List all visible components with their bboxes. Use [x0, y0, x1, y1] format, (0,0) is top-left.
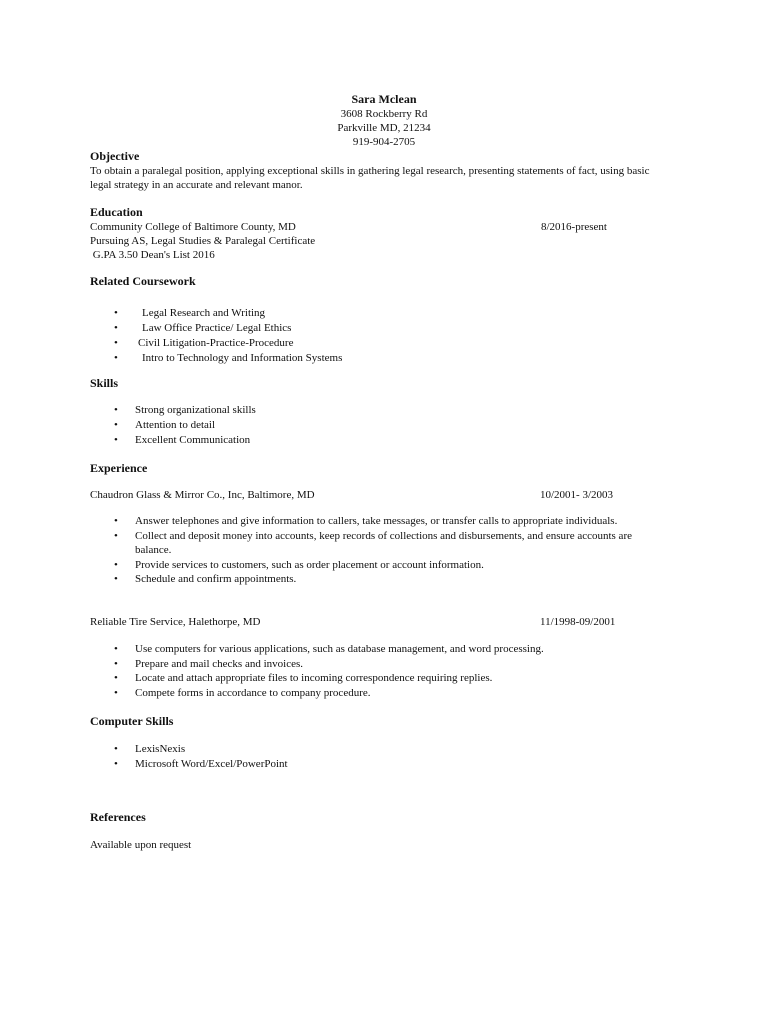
computer-skills-heading: Computer Skills	[90, 714, 174, 728]
bullet-icon: •	[114, 307, 118, 319]
objective-section	[90, 149, 680, 192]
references-text: Available upon request	[90, 839, 192, 851]
candidate-name: Sara Mclean	[351, 92, 417, 106]
education-section	[90, 205, 680, 262]
experience-heading: Experience	[90, 461, 148, 475]
objective-heading: Objective	[90, 149, 140, 163]
job-1	[90, 488, 680, 587]
city-state-zip: Parkville MD, 21234	[337, 122, 431, 134]
education-gpa: G.PA 3.50 Dean's List 2016	[90, 249, 215, 261]
bullet-icon: •	[114, 434, 118, 446]
education-heading: Education	[90, 205, 143, 219]
job-2-duties	[90, 642, 680, 700]
job-1-duties	[90, 514, 680, 587]
list-item: • Schedule and confirm appointments.	[114, 573, 297, 585]
resume-header	[0, 92, 768, 149]
job-2	[90, 615, 680, 700]
list-item: • Strong organizational skills	[114, 404, 256, 416]
job-1-employer: Chaudron Glass & Mirror Co., Inc, Baltimore, MD	[90, 489, 315, 501]
list-item: • Collect and deposit money into accounts, keep records of collections and disbursements, and ensure accounts are	[114, 529, 632, 542]
street-address: 3608 Rockberry Rd	[340, 108, 428, 120]
list-item: • Intro to Technology and Information Systems	[114, 352, 343, 364]
bullet-icon: •	[114, 419, 118, 431]
skills-section	[90, 376, 680, 448]
school-name: Community College of Baltimore County, MD	[90, 221, 296, 233]
list-item: • Excellent Communication	[114, 434, 251, 446]
list-item: • Provide services to customers, such as order placement or account information.	[114, 558, 484, 571]
bullet-icon: •	[114, 337, 118, 349]
bullet-icon: •	[114, 672, 118, 684]
bullet-icon: •	[114, 322, 118, 334]
bullet-icon: •	[114, 573, 118, 585]
bullet-icon: •	[114, 404, 118, 416]
list-item: • Compete forms in accordance to company procedure.	[114, 686, 371, 699]
job-2-header	[90, 615, 680, 629]
list-item-continuation: balance.	[135, 544, 172, 556]
list-item: • Civil Litigation-Practice-Procedure	[114, 337, 294, 349]
objective-line-2: legal strategy in an accurate and relevant manor.	[90, 179, 303, 191]
bullet-icon: •	[114, 643, 118, 655]
experience-section	[90, 461, 680, 476]
coursework-section	[90, 274, 680, 366]
list-item: • Answer telephones and give information to callers, take messages, or transfer calls to appropriate individuals.	[114, 515, 618, 527]
bullet-icon: •	[114, 657, 118, 670]
list-item: • Microsoft Word/Excel/PowerPoint	[114, 758, 288, 770]
bullet-icon: •	[114, 743, 118, 755]
references-heading: References	[90, 810, 146, 824]
list-item: • Locate and attach appropriate files to incoming correspondence requiring replies.	[114, 672, 493, 684]
list-item: • LexisNexis	[114, 743, 186, 755]
computer-skills-section	[90, 714, 680, 772]
job-2-dates: 11/1998-09/2001	[540, 616, 616, 628]
bullet-icon: •	[114, 758, 118, 770]
education-dates: 8/2016-present	[541, 221, 607, 233]
list-item: • Use computers for various applications, such as database management, and word processing.	[114, 643, 544, 655]
list-item: • Prepare and mail checks and invoices.	[114, 657, 303, 670]
coursework-list	[90, 306, 680, 366]
bullet-icon: •	[114, 529, 118, 542]
list-item: • Law Office Practice/ Legal Ethics	[114, 322, 292, 334]
education-school-row	[90, 220, 680, 234]
list-item: • Legal Research and Writing	[114, 307, 266, 319]
skills-heading: Skills	[90, 376, 119, 390]
bullet-icon: •	[114, 515, 118, 527]
list-item: • Attention to detail	[114, 419, 216, 431]
bullet-icon: •	[114, 686, 118, 699]
references-section	[90, 810, 680, 852]
job-1-header	[90, 488, 680, 502]
bullet-icon: •	[114, 352, 118, 364]
job-1-dates: 10/2001- 3/2003	[540, 489, 614, 501]
skills-list	[90, 403, 680, 448]
computer-skills-list	[90, 742, 680, 772]
objective-line-1: To obtain a paralegal position, applying exceptional skills in gathering legal research, presenting statements of fact, using basic	[90, 165, 650, 177]
bullet-icon: •	[114, 558, 118, 571]
job-2-employer: Reliable Tire Service, Halethorpe, MD	[90, 616, 261, 628]
education-program: Pursuing AS, Legal Studies & Paralegal Certificate	[90, 235, 316, 247]
phone-number: 919-904-2705	[352, 136, 416, 148]
coursework-heading: Related Coursework	[90, 274, 196, 288]
